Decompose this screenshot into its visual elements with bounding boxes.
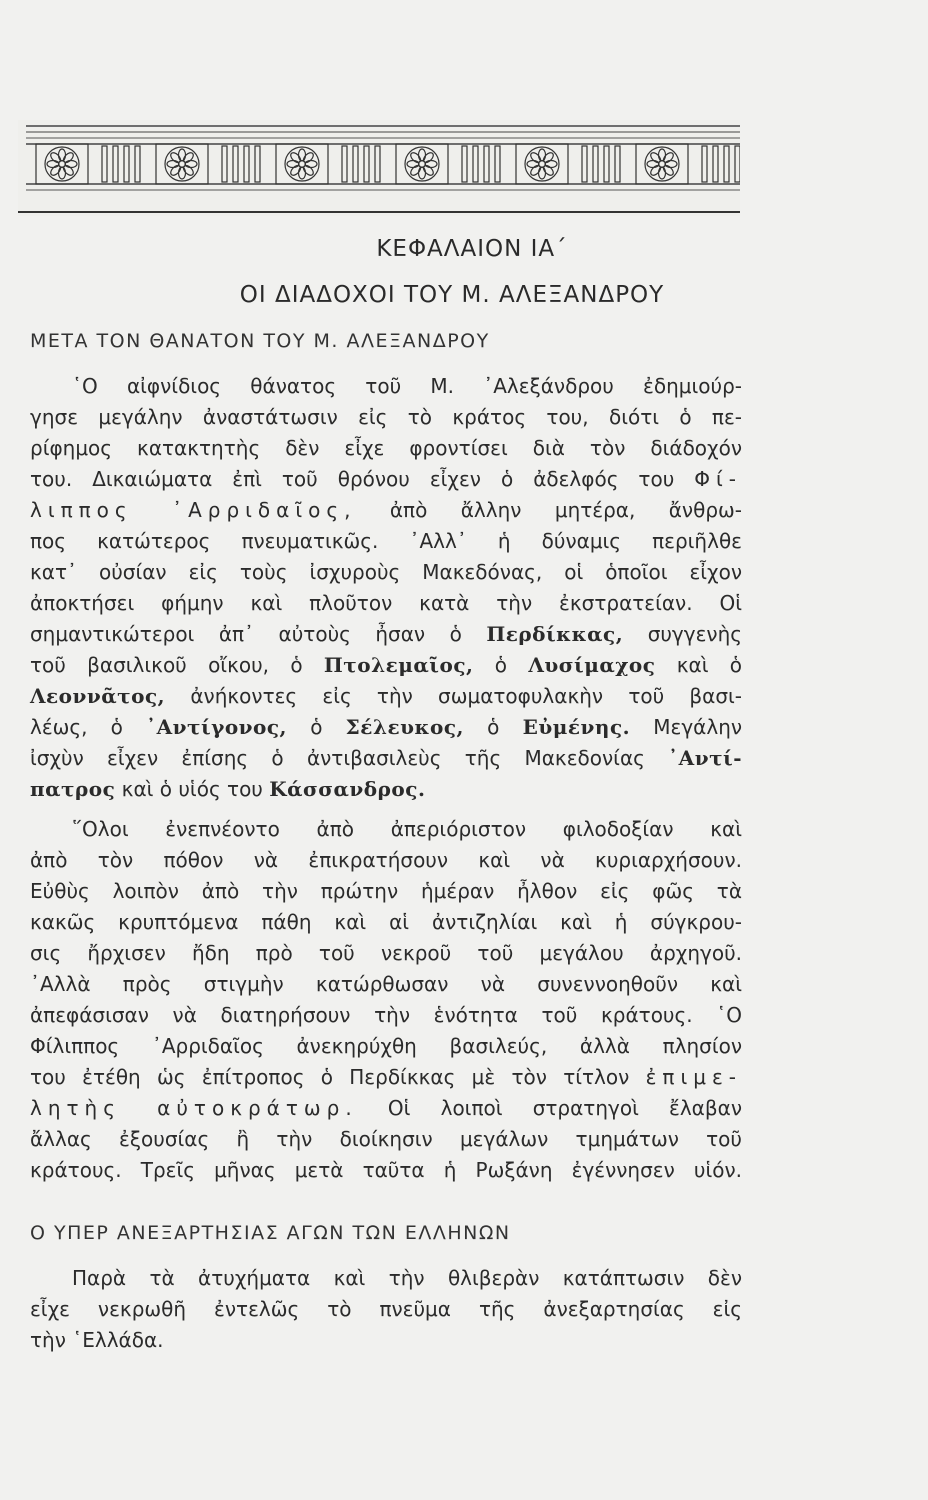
text-line: ρίφημος κατακτητὴς δὲν εἶχε φροντίσει διὰ τὸν διάδοχόν — [30, 436, 742, 460]
bold-name: ᾿Αντί- — [668, 746, 743, 770]
text-line — [30, 1096, 742, 1120]
text-segment: συγγενὴς — [647, 622, 743, 646]
text-segment: σημαντικώτεροι ἀπ᾿ αὐτοὺς ἦσαν ὁ — [30, 622, 462, 646]
text-line — [30, 777, 742, 801]
text-segment: τοῦ βασιλικοῦ οἴκου, ὁ — [30, 653, 303, 677]
text-line — [30, 684, 742, 708]
text-line: σις ἤρχισεν ἤδη πρὸ τοῦ νεκροῦ τοῦ μεγάλου ἀρχηγοῦ. — [30, 941, 742, 965]
spaced-name: λιππος ᾿Αρριδαῖος, — [30, 498, 357, 522]
bold-name: πατρος — [30, 777, 116, 801]
section-heading-after-death: ΜΕΤΑ ΤΟΝ ΘΑΝΑΤΟΝ ΤΟΥ Μ. ΑΛΕΞΑΝΔΡΟΥ — [30, 330, 490, 352]
text-line — [30, 746, 742, 770]
text-line: πος κατώτερος πνευματικῶς. ᾿Αλλ᾿ ἡ δύναμις περιῆλθε — [30, 529, 742, 553]
text-segment: του. Δικαιώματα ἐπὶ τοῦ θρόνου εἶχεν ὁ ἀδελφός του — [30, 467, 675, 491]
chapter-title: ΚΕΦΑΛΑΙΟΝ ΙΑ΄ — [376, 236, 568, 262]
text-line: ἀποκτήσει φήμην καὶ πλοῦτον κατὰ τὴν ἐκστρατείαν. Οἱ — [30, 591, 742, 615]
text-line: ῞Ολοι ἐνεπνέοντο ἀπὸ ἀπεριόριστον φιλοδοξίαν καὶ — [72, 817, 742, 841]
decorative-frieze-ornament — [18, 120, 740, 216]
text-line: ἀπεφάσισαν νὰ διατηρήσουν τὴν ἑνότητα τοῦ κράτους. ῾Ο — [30, 1003, 742, 1027]
text-line — [30, 467, 742, 491]
section-heading-independence-struggle: Ο ΥΠΕΡ ΑΝΕΞΑΡΤΗΣΙΑΣ ΑΓΩΝ ΤΩΝ ΕΛΛΗΝΩΝ — [30, 1222, 511, 1244]
text-line: ᾿Αλλὰ πρὸς στιγμὴν κατώρθωσαν νὰ συνεννοηθοῦν καὶ — [30, 972, 742, 996]
text-segment: ἰσχὺν εἶχεν ἐπίσης ὁ ἀντιβασιλεὺς τῆς Μακεδονίας — [30, 746, 645, 770]
text-line — [30, 1065, 742, 1089]
bold-name: Εὐμένης. — [522, 715, 631, 739]
text-line: ἄλλας ἐξουσίας ἢ τὴν διοίκησιν μεγάλων τμημάτων τοῦ — [30, 1127, 742, 1151]
spaced-name: λητὴς αὐτοκράτωρ. — [30, 1096, 358, 1120]
bold-name: Λυσίμαχος — [528, 653, 656, 677]
text-line: κράτους. Τρεῖς μῆνας μετὰ ταῦτα ἡ Ρωξάνη ἐγέννησεν υἱόν. — [30, 1158, 742, 1182]
text-line: γησε μεγάλην ἀναστάτωσιν εἰς τὸ κράτος του, διότι ὁ πε- — [30, 405, 742, 429]
text-segment: καὶ ὁ υἱός του — [121, 777, 263, 801]
text-line: εἶχε νεκρωθῆ ἐντελῶς τὸ πνεῦμα τῆς ἀνεξαρτησίας εἰς — [30, 1297, 742, 1321]
text-line — [30, 498, 742, 522]
text-segment: ὁ — [310, 715, 323, 739]
text-line — [30, 622, 742, 646]
text-line: ῾Ο αἰφνίδιος θάνατος τοῦ Μ. ᾿Αλεξάνδρου ἐδημιούρ- — [72, 374, 742, 398]
bold-name: Σέλευκος, — [345, 715, 464, 739]
text-line: ἀπὸ τὸν πόθον νὰ ἐπικρατήσουν καὶ νὰ κυριαρχήσουν. — [30, 848, 742, 872]
text-line: τὴν ῾Ελλάδα. — [30, 1328, 164, 1352]
text-line — [30, 715, 742, 739]
text-line: κακῶς κρυπτόμενα πάθη καὶ αἱ ἀντιζηλίαι καὶ ἡ σύγκρου- — [30, 910, 742, 934]
text-segment: ἀνήκοντες εἰς τὴν σωματοφυλακὴν τοῦ βασι- — [190, 684, 743, 708]
text-segment: λέως, ὁ — [30, 715, 123, 739]
text-segment: ὁ — [487, 715, 500, 739]
text-segment: Οἱ λοιποὶ στρατηγοὶ ἔλαβαν — [387, 1096, 742, 1120]
text-segment: ὁ — [494, 653, 508, 677]
text-line: Εὐθὺς λοιπὸν ἀπὸ τὴν πρώτην ἡμέραν ἦλθον εἰς φῶς τὰ — [30, 879, 742, 903]
bold-name: Περδίκκας, — [486, 622, 624, 646]
text-line: κατ᾿ οὐσίαν εἰς τοὺς ἰσχυροὺς Μακεδόνας, οἱ ὁποῖοι εἶχον — [30, 560, 742, 584]
text-segment: του ἐτέθη ὡς ἐπίτροπος ὁ Περδίκκας μὲ τὸν τίτλον — [30, 1065, 630, 1089]
spaced-name: ἐπιμε- — [645, 1065, 742, 1089]
bold-name: Πτολεμαῖος, — [323, 653, 474, 677]
text-segment: ἀπὸ ἄλλην μητέρα, ἄνθρω- — [389, 498, 742, 522]
bold-name: ᾿Αντίγονος, — [146, 715, 288, 739]
bold-name: Κάσσανδρος. — [269, 777, 426, 801]
chapter-subtitle: ΟΙ ΔΙΑΔΟΧΟΙ ΤΟΥ Μ. ΑΛΕΞΑΝΔΡΟΥ — [239, 282, 665, 308]
text-line: Παρὰ τὰ ἀτυχήματα καὶ τὴν θλιβερὰν κατάπτωσιν δὲν — [72, 1266, 742, 1290]
text-segment: καὶ ὁ — [676, 653, 743, 677]
text-segment: Μεγάλην — [653, 715, 743, 739]
text-line — [30, 653, 742, 677]
text-line: Φίλιππος ᾿Αρριδαῖος ἀνεκηρύχθη βασιλεύς, ἀλλὰ πλησίον — [30, 1034, 742, 1058]
bold-name: Λεοννᾶτος, — [30, 684, 166, 708]
spaced-name: Φί- — [694, 467, 743, 491]
